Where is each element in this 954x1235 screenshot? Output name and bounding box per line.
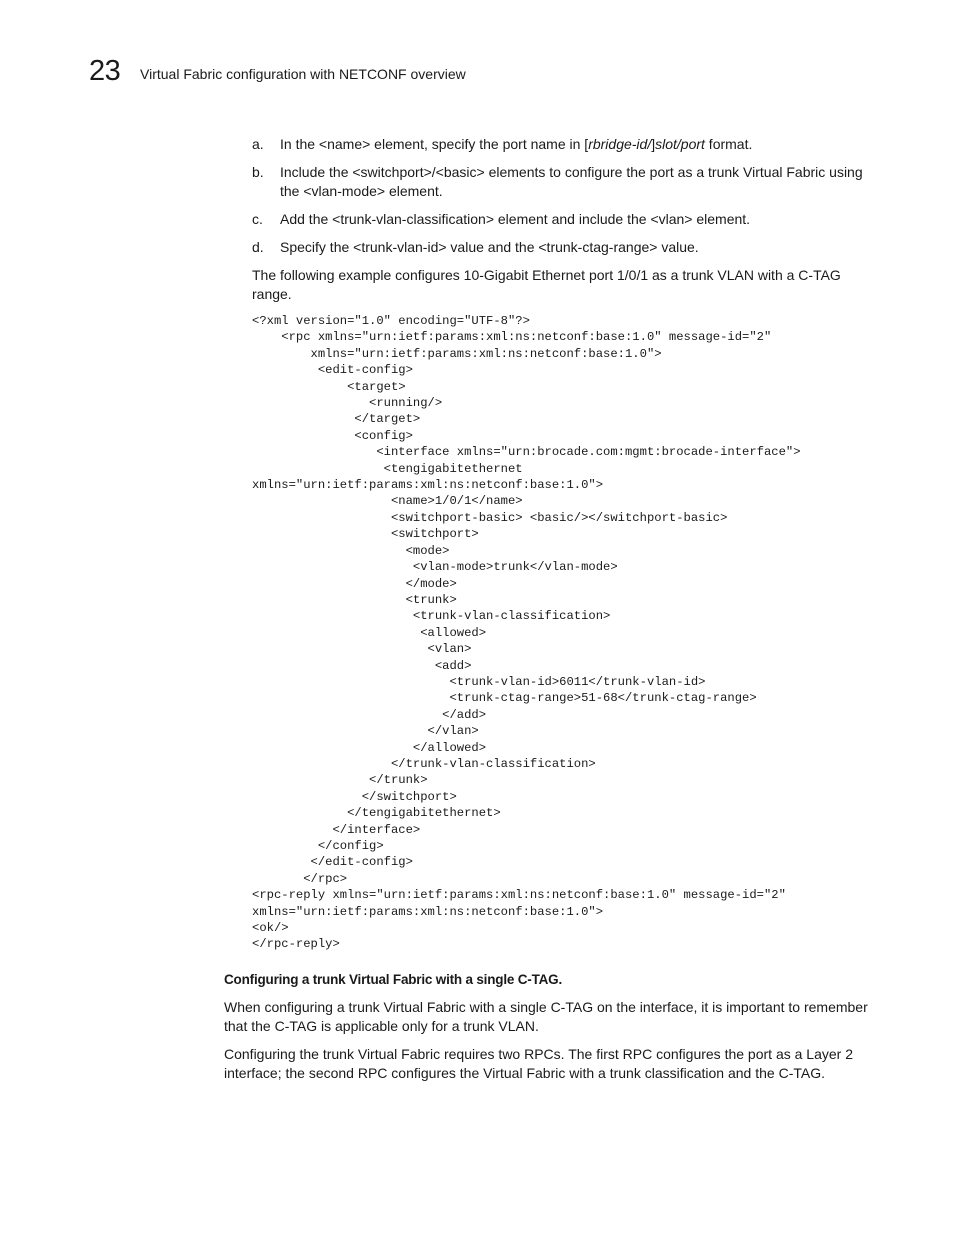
xml-code-example	[252, 313, 892, 953]
code-line: </rpc>	[252, 871, 348, 886]
code-line: <target>	[252, 379, 406, 394]
step-text-part: Specify the <trunk-vlan-id> value and the <trunk-ctag-range> value.	[280, 239, 699, 255]
code-line: xmlns="urn:ietf:params:xml:ns:netconf:base:1.0">	[252, 904, 604, 919]
step-marker: d.	[252, 239, 264, 255]
step-item	[252, 210, 877, 229]
step-marker: b.	[252, 164, 264, 180]
code-line: </switchport>	[252, 789, 457, 804]
code-line: xmlns="urn:ietf:params:xml:ns:netconf:base:1.0">	[252, 346, 662, 361]
step-item	[252, 163, 877, 201]
code-line: <ok/>	[252, 921, 289, 936]
code-line: </add>	[252, 707, 487, 722]
section-heading: Configuring a trunk Virtual Fabric with a single C-TAG.	[224, 972, 563, 987]
step-list	[252, 135, 877, 266]
code-line: <?xml version="1.0" encoding="UTF-8"?>	[252, 314, 530, 328]
code-line: <switchport>	[252, 527, 479, 542]
step-marker: a.	[252, 136, 264, 152]
code-line: </trunk-vlan-classification>	[252, 756, 596, 771]
step-item	[252, 238, 877, 257]
code-line: <allowed>	[252, 625, 487, 640]
code-line: </config>	[252, 839, 384, 853]
step-text-part: In the <name> element, specify the port name in [	[280, 136, 589, 152]
code-line: </interface>	[252, 822, 421, 837]
code-line: <trunk-ctag-range>51-68</trunk-ctag-range>	[252, 691, 757, 706]
code-line: <config>	[252, 428, 413, 443]
step-text-part: ]	[651, 136, 656, 152]
code-line: <mode>	[252, 543, 450, 558]
code-line: <interface xmlns="urn:brocade.com:mgmt:brocade-interface">	[252, 445, 801, 460]
code-line: <vlan-mode>trunk</vlan-mode>	[252, 560, 618, 575]
code-line: </trunk>	[252, 773, 428, 788]
code-line: <trunk>	[252, 592, 457, 607]
code-line: <rpc xmlns="urn:ietf:params:xml:ns:netconf:base:1.0" message-id="2"	[252, 330, 772, 345]
step-text	[280, 136, 752, 152]
step-text	[280, 211, 750, 227]
code-line: <vlan>	[252, 642, 472, 657]
code-line: <name>1/0/1</name>	[252, 494, 523, 509]
code-line: </mode>	[252, 576, 457, 591]
code-line: <trunk-vlan-classification>	[252, 609, 611, 624]
step-text	[280, 164, 863, 199]
code-line: <running/>	[252, 396, 443, 411]
code-line: </tengigabitethernet>	[252, 806, 501, 821]
code-line: </rpc-reply>	[252, 937, 340, 952]
section-paragraph-1: When configuring a trunk Virtual Fabric with a single C-TAG on the interface, it is important to remember that the C-TAG is applicable only for a trunk VLAN.	[224, 999, 868, 1034]
code-line: <trunk-vlan-id>6011</trunk-vlan-id>	[252, 674, 706, 689]
step-marker: c.	[252, 211, 263, 227]
example-intro: The following example configures 10-Gigabit Ethernet port 1/0/1 as a trunk VLAN with a C-TAG range.	[252, 267, 841, 302]
step-item	[252, 135, 877, 154]
chapter-number: 23	[89, 55, 121, 87]
step-text	[280, 239, 699, 255]
code-line: <add>	[252, 658, 472, 673]
code-line: </allowed>	[252, 740, 487, 755]
code-line: <rpc-reply xmlns="urn:ietf:params:xml:ns:netconf:base:1.0" message-id="2"	[252, 888, 786, 903]
code-line: </vlan>	[252, 724, 479, 739]
code-line: xmlns="urn:ietf:params:xml:ns:netconf:base:1.0">	[252, 478, 604, 493]
code-line: <edit-config>	[252, 363, 413, 378]
code-line: </edit-config>	[252, 855, 413, 870]
step-text-part: format.	[704, 136, 753, 152]
section-paragraph-2: Configuring the trunk Virtual Fabric requires two RPCs. The first RPC configures the port as a Layer 2 interface; the second RPC configures the Virtual Fabric with a trunk classification and the C-TAG.	[224, 1046, 853, 1081]
code-line: <switchport-basic> <basic/></switchport-basic>	[252, 510, 728, 525]
chapter-title: Virtual Fabric configuration with NETCONF overview	[140, 66, 466, 82]
step-text-part: Add the <trunk-vlan-classification> element and include the <vlan> element.	[280, 211, 751, 227]
code-line: <tengigabitethernet	[252, 461, 523, 476]
code-line: </target>	[252, 412, 421, 427]
step-text-part: Include the <switchport>/<basic> elements to configure the port as a trunk Virtual Fabric using the <vlan-mode> element.	[280, 164, 863, 199]
step-text-italic: rbridge-id/	[588, 136, 652, 152]
step-text-italic: slot/port	[655, 136, 705, 152]
